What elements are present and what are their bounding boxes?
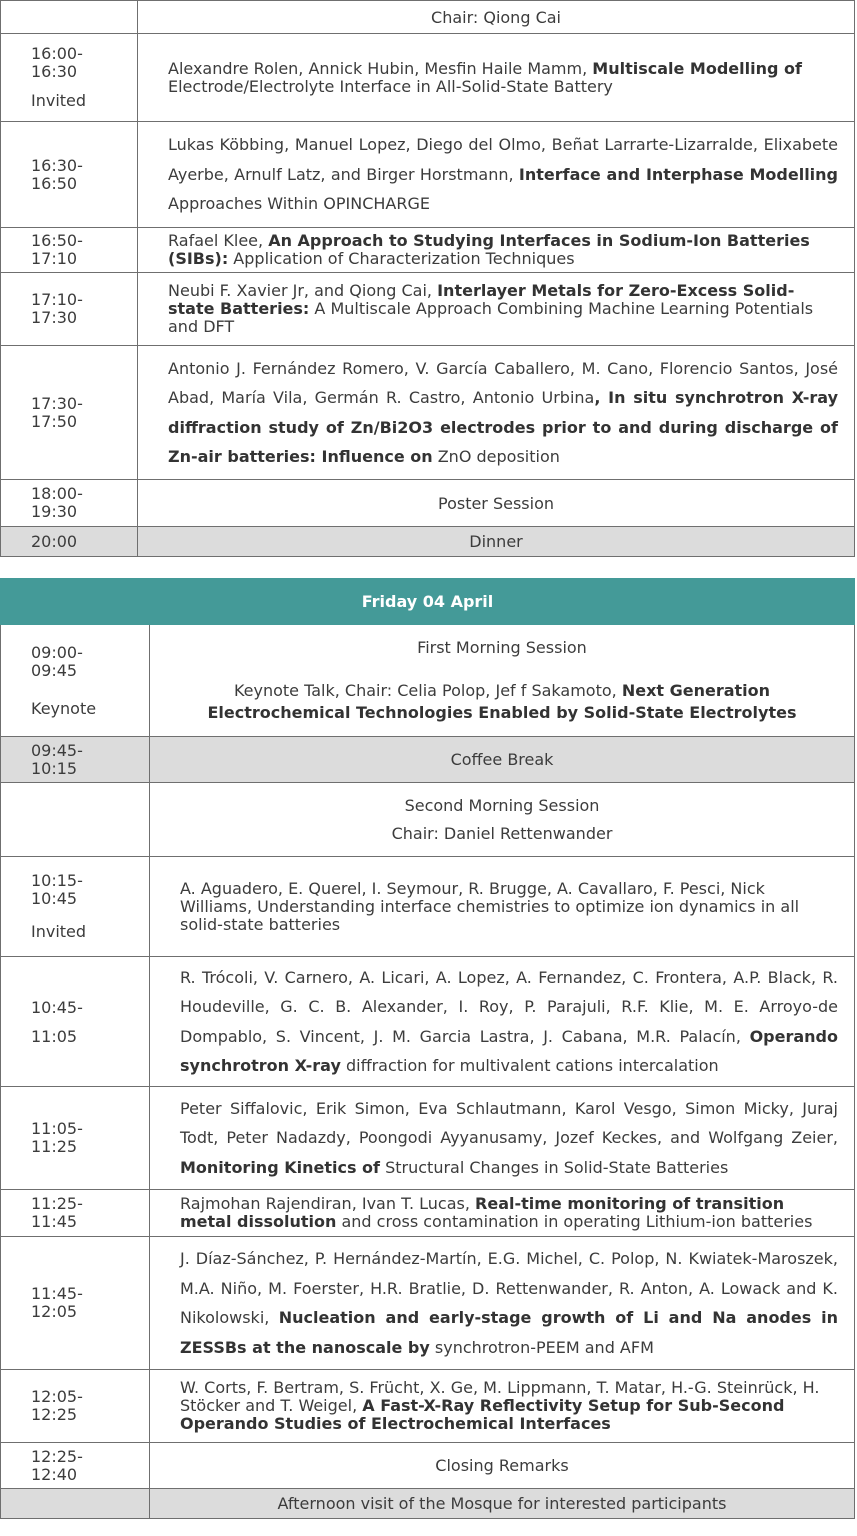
talk-type: Invited — [31, 922, 87, 941]
table-row — [1, 34, 855, 122]
time-cell: 20:00 — [1, 527, 138, 557]
closing-row — [1, 1443, 855, 1489]
table-row — [1, 625, 855, 737]
table-row — [1, 1190, 855, 1237]
thursday-schedule-table — [0, 0, 855, 557]
coffee-break-label: Coffee Break — [150, 737, 855, 783]
time-cell: 12:05- 12:25 — [1, 1370, 150, 1443]
time-cell: 11:25- 11:45 — [1, 1190, 150, 1237]
talk-cell: Peter Siffalovic, Erik Simon, Eva Schlautmann, Karol Vesgo, Simon Micky, Juraj Todt, Peter Nadazdy, Poongodi Ayyanusamy, Jozef Keckes, and Wolfgang Zeier, Monitoring Kinetics of Structural Changes in Solid-State Batteries — [150, 1087, 855, 1190]
table-row — [1, 273, 855, 346]
table-row — [1, 1370, 855, 1443]
time-cell: 10:45- 11:05 — [1, 957, 150, 1087]
day-header: Friday 04 April — [1, 579, 855, 625]
talk-cell: R. Trócoli, V. Carnero, A. Licari, A. Lopez, A. Fernandez, C. Frontera, A.P. Black, R. Houdeville, G. C. B. Alexander, I. Roy, P. Parajuli, R.F. Klie, M. E. Arroyo-de Dompablo, S. Vincent, J. M. Garcia Lastra, J. Cabana, M.R. Palacín, Operando synchrotron X-ray diffraction for multivalent cations intercalation — [150, 957, 855, 1087]
talk-type: Keynote — [31, 698, 97, 718]
time-cell: 11:05- 11:25 — [1, 1087, 150, 1190]
time-cell: 12:25- 12:40 — [1, 1443, 150, 1489]
afternoon-visit-label: Afternoon visit of the Mosque for interested participants — [150, 1489, 855, 1519]
session-chair: Chair: Qiong Cai — [138, 1, 855, 34]
talk-type: Invited — [31, 91, 87, 110]
time-cell: 09:00- 09:45 Keynote — [1, 625, 150, 737]
table-row — [1, 957, 855, 1087]
afternoon-row — [1, 1489, 855, 1519]
dinner-label: Dinner — [138, 527, 855, 557]
session-chair: Chair: Daniel Rettenwander — [391, 823, 613, 843]
coffee-row — [1, 737, 855, 783]
time-cell: 17:10- 17:30 — [1, 273, 138, 346]
table-row — [1, 228, 855, 273]
time-cell: 16:00- 16:30 Invited — [1, 34, 138, 122]
time-cell: 09:45- 10:15 — [1, 737, 150, 783]
day-header-row — [1, 579, 855, 625]
talk-cell: Lukas Köbbing, Manuel Lopez, Diego del Olmo, Beñat Larrarte-Lizarralde, Elixabete Ayerbe, Arnulf Latz, and Birger Horstmann, Interface and Interphase Modelling Approaches Within OPINCHARGE — [138, 122, 855, 228]
session-cell — [150, 783, 855, 857]
talk-cell: Antonio J. Fernández Romero, V. García Caballero, M. Cano, Florencio Santos, José Abad, María Vila, Germán R. Castro, Antonio Urbina, In situ synchrotron X-ray diffraction study of Zn/Bi2O3 electrodes prior to and during discharge of Zn-air batteries: Influence on ZnO deposition — [138, 346, 855, 480]
time-cell: 16:30- 16:50 — [1, 122, 138, 228]
session-title: First Morning Session — [417, 638, 587, 657]
talk-cell: Alexandre Rolen, Annick Hubin, Mesfin Haile Mamm, Multiscale Modelling of Electrode/Electrolyte Interface in All-Solid-State Battery — [138, 34, 855, 122]
talk-cell: J. Díaz-Sánchez, P. Hernández-Martín, E.G. Michel, C. Polop, N. Kwiatek-Maroszek, M.A. Niño, M. Foerster, H.R. Bratlie, D. Rettenwander, R. Anton, A. Lowack and K. Nikolowski, Nucleation and early-stage growth of Li and Na anodes in ZESSBs at the nanoscale by synchrotron-PEEM and AFM — [150, 1237, 855, 1370]
poster-row — [1, 480, 855, 527]
talk-cell: Rafael Klee, An Approach to Studying Interfaces in Sodium-Ion Batteries (SIBs): Application of Characterization Techniques — [138, 228, 855, 273]
poster-session-label: Poster Session — [138, 480, 855, 527]
friday-schedule-table — [0, 578, 855, 1519]
talk-cell: Rajmohan Rajendiran, Ivan T. Lucas, Real-time monitoring of transition metal dissolution and cross contamination in operating Lithium-ion batteries — [150, 1190, 855, 1237]
time-cell: 17:30- 17:50 — [1, 346, 138, 480]
closing-remarks-label: Closing Remarks — [150, 1443, 855, 1489]
table-row — [1, 1087, 855, 1190]
session-title: Second Morning Session — [404, 795, 600, 815]
chair-row — [1, 1, 855, 34]
keynote-cell: First Morning Session Keynote Talk, Chair: Celia Polop, Jef f Sakamoto, Next Generation Electrochemical Technologies Enabled by Solid-State Electrolytes — [150, 625, 855, 737]
time-cell: 16:50- 17:10 — [1, 228, 138, 273]
time-cell: 11:45- 12:05 — [1, 1237, 150, 1370]
time-cell: 18:00- 19:30 — [1, 480, 138, 527]
talk-cell: Neubi F. Xavier Jr, and Qiong Cai, Interlayer Metals for Zero-Excess Solid-state Batteries: A Multiscale Approach Combining Machine Learning Potentials and DFT — [138, 273, 855, 346]
table-row — [1, 346, 855, 480]
dinner-row — [1, 527, 855, 557]
table-row — [1, 1237, 855, 1370]
talk-cell: A. Aguadero, E. Querel, I. Seymour, R. Brugge, A. Cavallaro, F. Pesci, Nick Williams, Understanding interface chemistries to optimize ion dynamics in all solid-state batteries — [150, 857, 855, 957]
table-row — [1, 122, 855, 228]
table-row — [1, 857, 855, 957]
talk-cell: W. Corts, F. Bertram, S. Frücht, X. Ge, M. Lippmann, T. Matar, H.-G. Steinrück, H. Stöcker and T. Weigel, A Fast-X-Ray Reflectivity Setup for Sub-Second Operando Studies of Electrochemical Interfaces — [150, 1370, 855, 1443]
time-cell: 10:15- 10:45 Invited — [1, 857, 150, 957]
session-row — [1, 783, 855, 857]
